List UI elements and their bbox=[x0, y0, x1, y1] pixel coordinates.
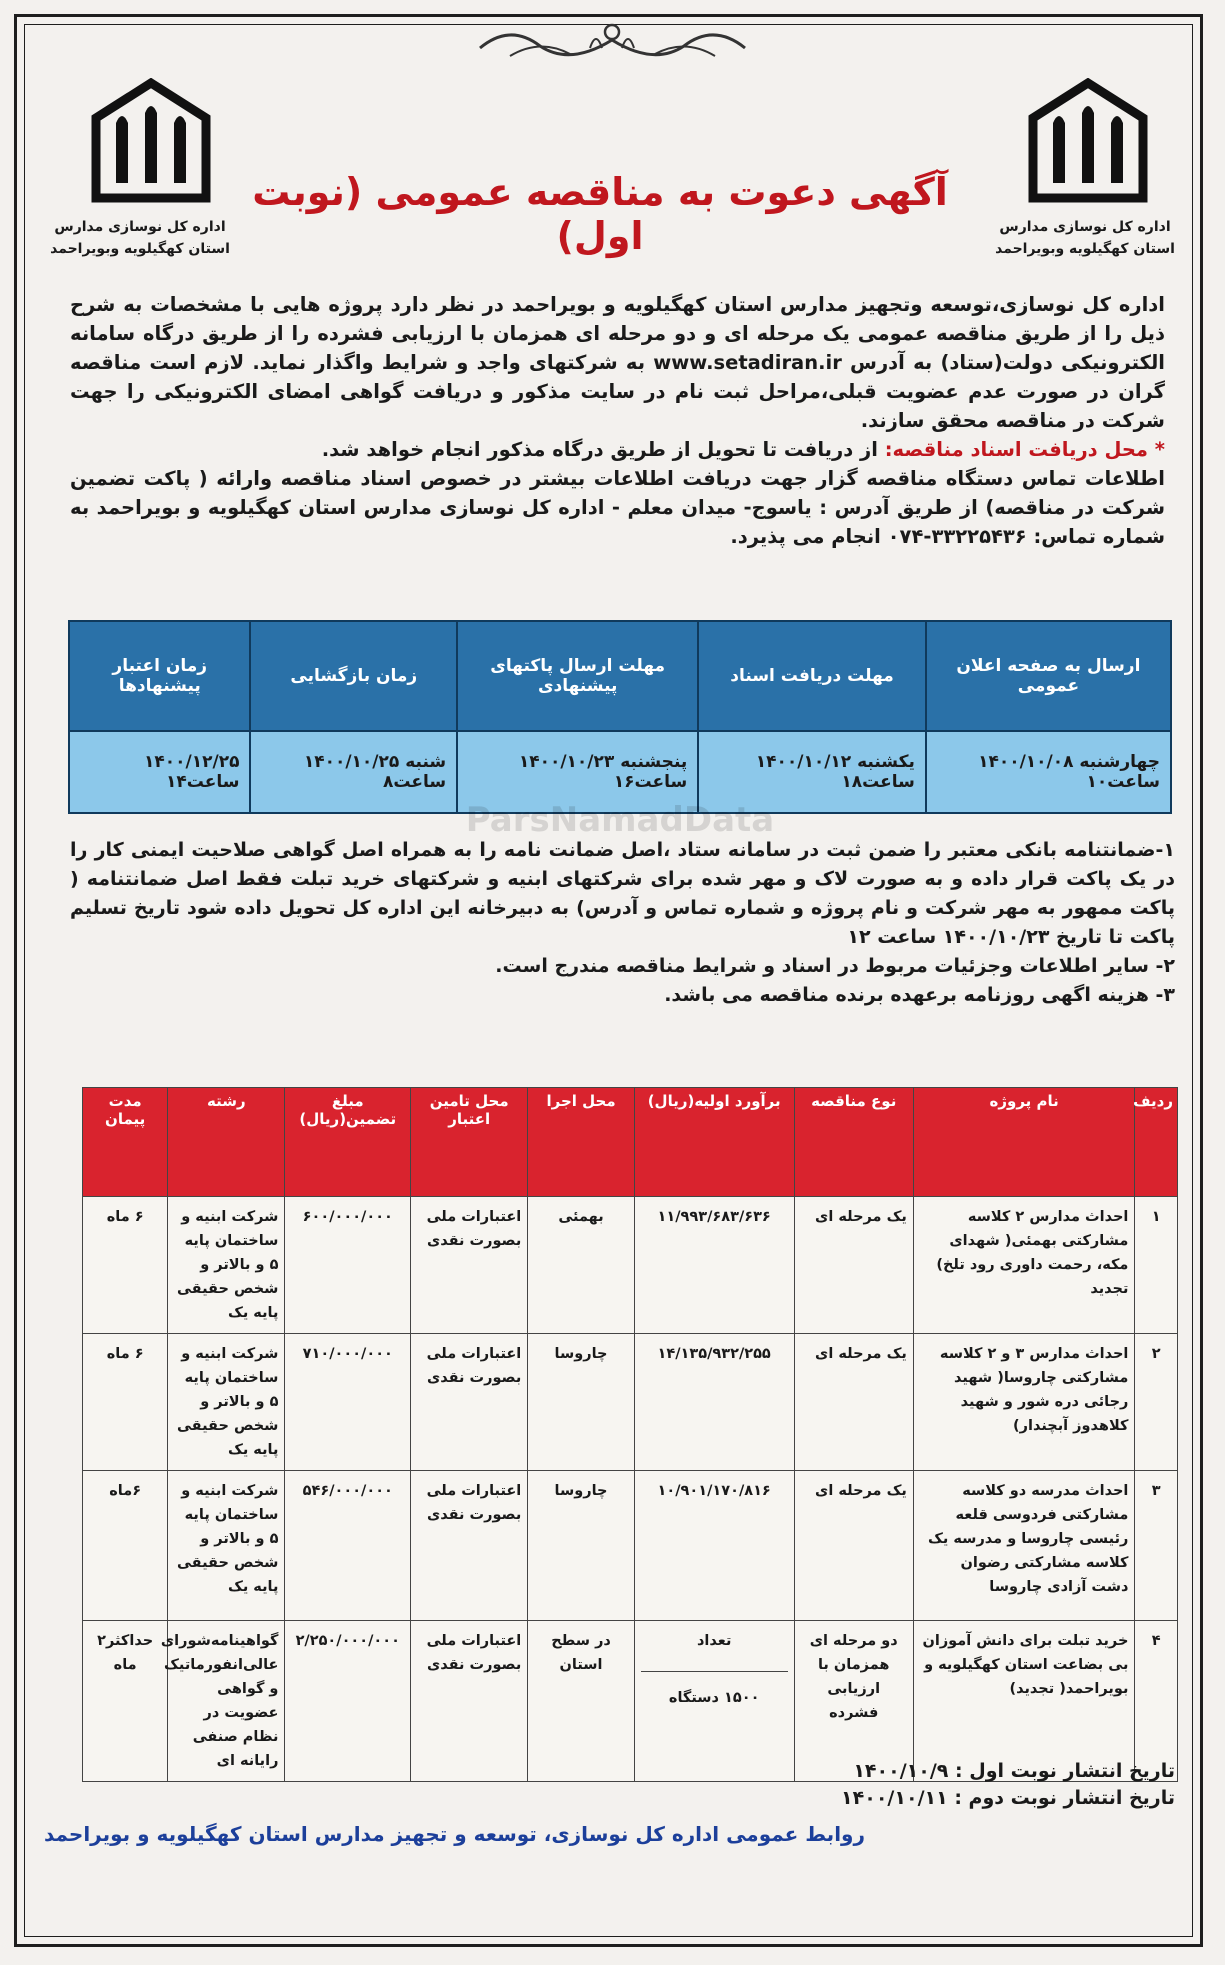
projects-table bbox=[82, 1087, 1178, 1782]
document-location: * محل دریافت اسناد مناقصه: از دریافت تا تحویل از طریق درگاه مذکور انجام خواهد شد. bbox=[321, 438, 1165, 461]
schedule-value: چهارشنبه ۱۴۰۰/۱۰/۰۸ ساعت۱۰ bbox=[926, 731, 1171, 813]
projects-header: مدت پیمان bbox=[83, 1088, 168, 1197]
schedule-table bbox=[68, 620, 1172, 814]
projects-header: رشته bbox=[168, 1088, 285, 1197]
schedule-header: زمان اعتبار پیشنهادها bbox=[69, 621, 250, 731]
schedule-value: ۱۴۰۰/۱۲/۲۵ ساعت۱۴ bbox=[69, 731, 250, 813]
term-item: ۲- سایر اطلاعات وجزئیات مربوط در اسناد و شرایط مناقصه مندرج است. bbox=[495, 955, 1175, 977]
first-publication-date: تاریخ انتشار نوبت اول : ۱۴۰۰/۱۰/۹ bbox=[853, 1760, 1175, 1782]
schedule-header: مهلت دریافت اسناد bbox=[698, 621, 926, 731]
intro-text bbox=[70, 290, 1165, 551]
projects-header: مبلغ تضمین(ریال) bbox=[285, 1088, 411, 1197]
projects-header: ردیف bbox=[1135, 1088, 1178, 1197]
watermark: ParsNamadData bbox=[465, 800, 775, 840]
publication-dates bbox=[841, 1758, 1175, 1812]
term-item: ۳- هزینه اگهی روزنامه برعهده برنده مناقصه می باشد. bbox=[664, 984, 1175, 1006]
org-caption-right: اداره کل نوسازی مدارس استان کهگیلویه وبویراحمد bbox=[995, 219, 1175, 257]
schedule-header: زمان بازگشایی bbox=[250, 621, 457, 731]
projects-header: برآورد اولیه(ریال) bbox=[634, 1088, 794, 1197]
org-caption-left: اداره کل نوسازی مدارس استان کهگیلویه وبویراحمد bbox=[50, 219, 230, 257]
table-row: ۱ احداث مدارس ۲ کلاسه مشارکتی بهمئی( شهدای مکه، رحمت داوری رود تلخ) تجدید یک مرحله ای ۱۱/۹۹۳/۶۸۳/۶۳۶ بهمئی اعتبارات ملی بصورت نقدی ۶۰۰/۰۰۰/۰۰۰ شرکت ابنیه و ساختمان پایه ۵ و بالاتر و شخص حقیقی پایه یک ۶ ماه bbox=[83, 1197, 1178, 1334]
schedule-header: ارسال به صفحه اعلان عمومی bbox=[926, 621, 1171, 731]
schedule-value: پنجشنبه ۱۴۰۰/۱۰/۲۳ ساعت۱۶ bbox=[457, 731, 698, 813]
projects-header: محل اجرا bbox=[528, 1088, 635, 1197]
term-item: ۱-ضمانتنامه بانکی معتبر را ضمن ثبت در سامانه ستاد ،اصل ضمانت نامه را به همراه اصل گواهی صلاحیت ایمنی کار را در یک پاکت قرار داده و به صورت لاک و مهر شده برای شرکتهای ابنیه و شرکتهای خرید تبلت فقط اصل ضمانتنامه ( پاکت ممهور به مهر شرکت و نام پروژه و شماره تماس و آدرس) به دبیرخانه این اداره کل تحویل داده شود تاریخ تسلیم پاکت تا تاریخ ۱۴۰۰/۱۰/۲۳ ساعت ۱۲ bbox=[70, 839, 1175, 948]
schedule-value: شنبه ۱۴۰۰/۱۰/۲۵ ساعت۸ bbox=[250, 731, 457, 813]
schedule-header: مهلت ارسال پاکتهای پیشنهادی bbox=[457, 621, 698, 731]
second-publication-date: تاریخ انتشار نوبت دوم : ۱۴۰۰/۱۰/۱۱ bbox=[841, 1787, 1175, 1809]
table-row: ۳ احداث مدرسه دو کلاسه مشارکتی فردوسی قلعه رئیسی چاروسا و مدرسه یک کلاسه مشارکتی رضوان دشت آزادی چاروسا یک مرحله ای ۱۰/۹۰۱/۱۷۰/۸۱۶ چاروسا اعتبارات ملی بصورت نقدی ۵۴۶/۰۰۰/۰۰۰ شرکت ابنیه و ساختمان پایه ۵ و بالاتر و شخص حقیقی پایه یک ۶ماه bbox=[83, 1471, 1178, 1621]
page-title: آگهی دعوت به مناقصه عمومی (نوبت اول) bbox=[252, 170, 948, 258]
footer-signature: روابط عمومی اداره کل نوسازی، توسعه و تجهیز مدارس استان کهگیلویه و بویراحمد bbox=[43, 1822, 865, 1846]
ministry-logo-icon bbox=[86, 78, 216, 203]
schedule-value: یکشنبه ۱۴۰۰/۱۰/۱۲ ساعت۱۸ bbox=[698, 731, 926, 813]
intro-paragraph: اداره کل نوسازی،توسعه وتجهیز مدارس استان کهگیلویه و بویراحمد در نظر دارد پروژه هایی با مشخصات به شرح ذیل را از طریق مناقصه عمومی یک مرحله ای و دو مرحله ای همزمان با ارزیابی فشرده را از طریق درگاه سامانه الکترونیکی دولت(ستاد) به آدرس www.setadiran.ir به شرکتهای واجد و شرایط واگذار نماید. لازم است مناقصه گران در صورت عدم عضویت قبلی،مراحل ثبت نام در سایت مذکور و دریافت گواهی امضای الکترونیکی را جهت شرکت در مناقصه محقق سازند. bbox=[70, 293, 1165, 432]
projects-header: نوع مناقصه bbox=[794, 1088, 913, 1197]
projects-header: نام پروژه bbox=[913, 1088, 1135, 1197]
table-row: ۲ احداث مدارس ۳ و ۲ کلاسه مشارکتی چاروسا( شهید رجائی دره شور و شهید کلاهدوز آبچندار) یک مرحله ای ۱۴/۱۳۵/۹۳۲/۲۵۵ چاروسا اعتبارات ملی بصورت نقدی ۷۱۰/۰۰۰/۰۰۰ شرکت ابنیه و ساختمان پایه ۵ و بالاتر و شخص حقیقی پایه یک ۶ ماه bbox=[83, 1334, 1178, 1471]
table-row: ۴ خرید تبلت برای دانش آموزان بی بضاعت استان کهگیلویه و بویراحمد( تجدید) دو مرحله ای همزمان با ارزیابی فشرده تعداد ۱۵۰۰ دستگاه در سطح استان اعتبارات ملی بصورت نقدی ۲/۲۵۰/۰۰۰/۰۰۰ گواهینامه‌شورای عالی‌انفورماتیک و گواهی عضویت در نظام صنفی رایانه ای حداکثر۲ ماه bbox=[83, 1621, 1178, 1782]
tablet-quantity: ۱۵۰۰ دستگاه bbox=[641, 1671, 788, 1710]
ministry-logo-icon bbox=[1023, 78, 1153, 203]
terms-list bbox=[70, 836, 1175, 1010]
contact-info: اطلاعات تماس دستگاه مناقصه گزار جهت دریافت اطلاعات بیشتر در خصوص اسناد مناقصه وارائه ( پاکت تضمین شرکت در مناقصه) از طریق آدرس : یاسوج- میدان معلم - اداره کل نوسازی مدارس استان کهگیلویه و بویراحمد به شماره تماس: ۳۳۲۲۵۴۳۶-۰۷۴ انجام می پذیرد. bbox=[70, 467, 1165, 548]
projects-header: محل تامین اعتبار bbox=[411, 1088, 528, 1197]
top-ornament bbox=[470, 18, 755, 66]
